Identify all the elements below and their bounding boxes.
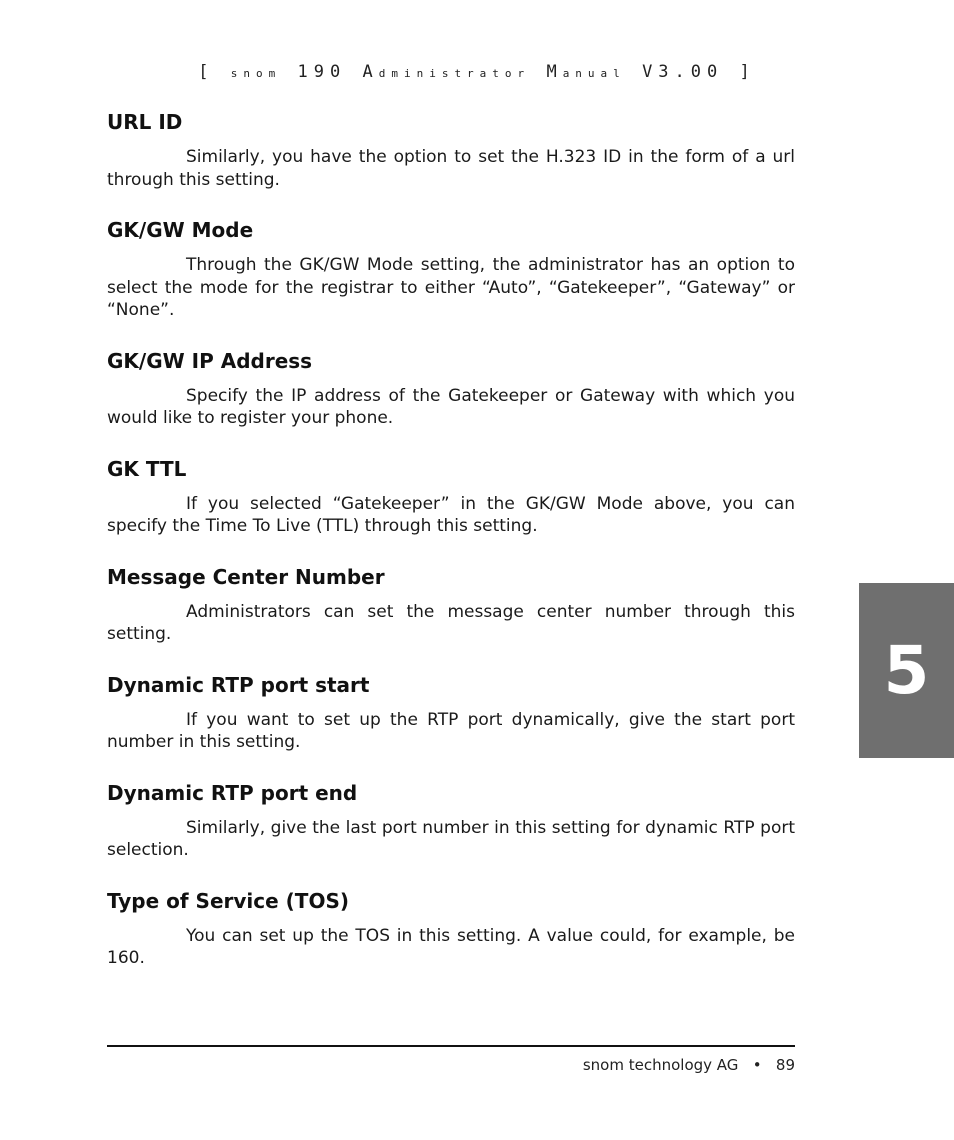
section-gk-gw-ip-address xyxy=(107,347,795,430)
chapter-tab xyxy=(859,583,954,758)
footer-divider xyxy=(107,1045,795,1047)
header-close-bracket: ] xyxy=(739,62,756,82)
section-body: Similarly, give the last port number in this setting for dynamic RTP port selection. xyxy=(107,817,795,860)
section-dynamic-rtp-port-end xyxy=(107,779,795,862)
page-number: 89 xyxy=(775,1056,795,1074)
section-body: Similarly, you have the option to set the H.323 ID in the form of a url through this setting. xyxy=(107,147,795,190)
section-body: If you want to set up the RTP port dynamically, give the start port number in this setting. xyxy=(107,709,795,752)
page-content xyxy=(107,108,795,995)
header-brand: snom xyxy=(230,67,282,80)
running-header xyxy=(0,62,954,82)
section-title: Dynamic RTP port end xyxy=(107,780,358,805)
header-version: V3.00 xyxy=(642,62,724,82)
section-body: If you selected “Gatekeeper” in the GK/GW Mode above, you can specify the Time To Live (TTL) through this setting. xyxy=(107,493,795,536)
section-title: GK/GW Mode xyxy=(107,218,254,242)
section-gk-ttl xyxy=(107,455,795,538)
section-body: Specify the IP address of the Gatekeeper or Gateway with which you would like to register your phone. xyxy=(107,385,795,428)
section-title: Dynamic RTP port start xyxy=(107,672,370,697)
section-body: You can set up the TOS in this setting. A value could, for example, be 160. xyxy=(107,925,795,968)
header-doc-a-rest: dministrator xyxy=(378,67,531,80)
section-url-id xyxy=(107,108,795,191)
section-body: Through the GK/GW Mode setting, the administrator has an option to select the mode for the registrar to either “Auto”, “Gatekeeper”, “Gateway” or “None”. xyxy=(107,255,795,320)
section-message-center-number xyxy=(107,563,795,646)
section-title: GK TTL xyxy=(107,456,187,481)
section-title: Type of Service (TOS) xyxy=(107,888,349,913)
section-title: URL ID xyxy=(107,110,183,134)
section-dynamic-rtp-port-start xyxy=(107,671,795,754)
section-type-of-service xyxy=(107,887,795,970)
section-body: Administrators can set the message center number through this setting. xyxy=(107,601,795,644)
section-title: Message Center Number xyxy=(107,564,385,589)
header-open-bracket: [ xyxy=(198,62,215,82)
header-doc-m-rest: anual xyxy=(562,67,626,80)
header-model: 190 xyxy=(297,62,347,82)
header-doc-m-cap: M xyxy=(546,62,563,82)
footer-company: snom technology AG xyxy=(582,1056,739,1074)
chapter-number: 5 xyxy=(883,631,930,709)
footer-separator: • xyxy=(752,1056,762,1074)
section-title: GK/GW IP Address xyxy=(107,348,313,373)
header-doc-a-cap: A xyxy=(362,62,379,82)
page-footer xyxy=(583,1056,795,1074)
section-gk-gw-mode xyxy=(107,216,795,322)
